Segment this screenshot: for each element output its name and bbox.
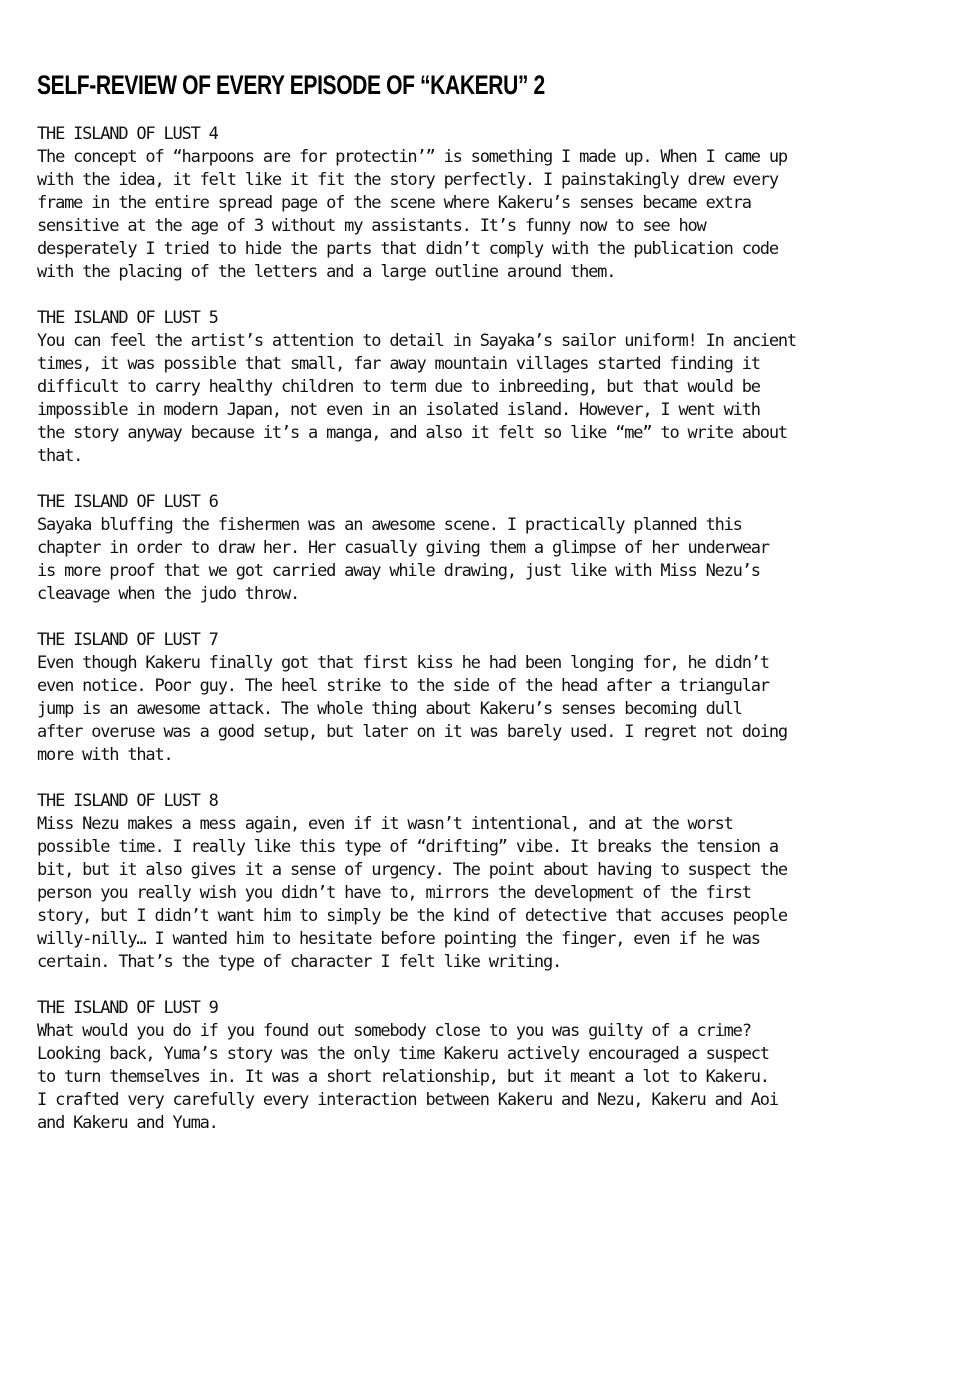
episode-text-line: cleavage when the judo throw. — [37, 584, 300, 604]
episode-text-line: person you really wish you didn’t have to, mirrors the development of the first — [37, 883, 751, 903]
episode-heading: THE ISLAND OF LUST 8 — [37, 791, 218, 811]
episode-text-line: possible time. I really like this type of “drifting” vibe. It breaks the tension a — [37, 837, 778, 857]
episode-text-line: certain. That’s the type of character I felt like writing. — [37, 952, 562, 972]
episode-text-line: What would you do if you found out somebody close to you was guilty of a crime? — [37, 1021, 751, 1041]
episode-text-line: even notice. Poor guy. The heel strike to the side of the head after a triangular — [37, 676, 769, 696]
episode-text-line: frame in the entire spread page of the scene where Kakeru’s senses became extra — [37, 193, 751, 213]
episode-text-line: Sayaka bluffing the fishermen was an awesome scene. I practically planned this — [37, 515, 742, 535]
episode-text-line: You can feel the artist’s attention to detail in Sayaka’s sailor uniform! In ancient — [37, 331, 796, 351]
episode-text-line: and Kakeru and Yuma. — [37, 1113, 218, 1133]
episode-list — [37, 123, 937, 1158]
episode-text-line: difficult to carry healthy children to term due to inbreeding, but that would be — [37, 377, 760, 397]
episode-text-line: jump is an awesome attack. The whole thing about Kakeru’s senses becoming dull — [37, 699, 742, 719]
episode-heading: THE ISLAND OF LUST 5 — [37, 308, 218, 328]
episode-section — [37, 997, 937, 1135]
episode-section — [37, 790, 937, 974]
episode-heading: THE ISLAND OF LUST 9 — [37, 998, 218, 1018]
episode-text-line: sensitive at the age of 3 without my assistants. It’s funny now to see how — [37, 216, 706, 236]
episode-section — [37, 123, 937, 284]
episode-section — [37, 491, 937, 606]
episode-text-line: impossible in modern Japan, not even in an isolated island. However, I went with — [37, 400, 760, 420]
episode-heading: THE ISLAND OF LUST 4 — [37, 124, 218, 144]
episode-text-line: times, it was possible that small, far away mountain villages started finding it — [37, 354, 760, 374]
episode-text-line: chapter in order to draw her. Her casually giving them a glimpse of her underwear — [37, 538, 769, 558]
episode-text-line: with the idea, it felt like it fit the story perfectly. I painstakingly drew every — [37, 170, 778, 190]
episode-text-line: is more proof that we got carried away while drawing, just like with Miss Nezu’s — [37, 561, 760, 581]
episode-text-line: Even though Kakeru finally got that first kiss he had been longing for, he didn’t — [37, 653, 769, 673]
episode-text-line: Miss Nezu makes a mess again, even if it wasn’t intentional, and at the worst — [37, 814, 733, 834]
episode-text-line: with the placing of the letters and a large outline around them. — [37, 262, 616, 282]
episode-section — [37, 629, 937, 767]
episode-heading: THE ISLAND OF LUST 7 — [37, 630, 218, 650]
episode-section — [37, 307, 937, 468]
episode-text-line: desperately I tried to hide the parts that didn’t comply with the publication code — [37, 239, 778, 259]
episode-text-line: that. — [37, 446, 83, 466]
episode-text-line: I crafted very carefully every interaction between Kakeru and Nezu, Kakeru and Aoi — [37, 1090, 778, 1110]
episode-text-line: more with that. — [37, 745, 173, 765]
episode-text-line: the story anyway because it’s a manga, and also it felt so like “me” to write about — [37, 423, 787, 443]
episode-text-line: willy-nilly… I wanted him to hesitate before pointing the finger, even if he was — [37, 929, 760, 949]
episode-text-line: Looking back, Yuma’s story was the only time Kakeru actively encouraged a suspect — [37, 1044, 769, 1064]
episode-heading: THE ISLAND OF LUST 6 — [37, 492, 218, 512]
page-title: SELF-REVIEW OF EVERY EPISODE OF “KAKERU” 2 — [37, 70, 545, 100]
episode-text-line: after overuse was a good setup, but later on it was barely used. I regret not doing — [37, 722, 787, 742]
episode-text-line: bit, but it also gives it a sense of urgency. The point about having to suspect the — [37, 860, 787, 880]
episode-text-line: to turn themselves in. It was a short relationship, but it meant a lot to Kakeru. — [37, 1067, 769, 1087]
episode-text-line: The concept of “harpoons are for protectin’” is something I made up. When I came up — [37, 147, 787, 167]
episode-text-line: story, but I didn’t want him to simply be the kind of detective that accuses people — [37, 906, 787, 926]
